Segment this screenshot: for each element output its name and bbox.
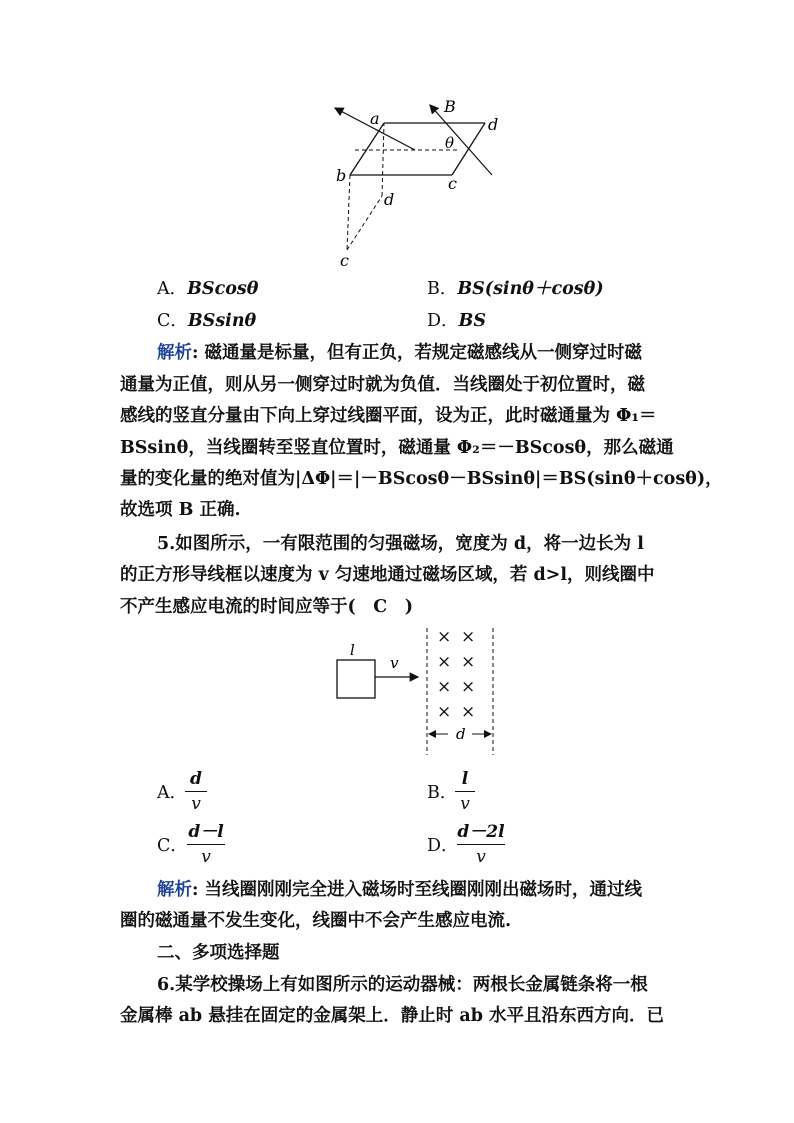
q4-analysis-line-4: BSsinθ，当线圈转至竖直位置时，磁通量 Φ₂＝－BScosθ，那么磁通 bbox=[120, 438, 674, 458]
q4-analysis-line-1: 解析: 磁通量是标量，但有正负，若规定磁感线从一侧穿过时磁 bbox=[157, 343, 643, 363]
label-c-top: c bbox=[448, 174, 457, 193]
q4-analysis-line-6: 故选项 B 正确. bbox=[120, 500, 241, 520]
field-cross: × bbox=[461, 627, 476, 647]
field-cross: × bbox=[437, 652, 452, 672]
q4-option-a: A．BScosθ bbox=[157, 279, 259, 299]
q5-option-a-fraction: $\frac{d}{v}$ bbox=[185, 767, 207, 816]
coil-figure bbox=[320, 95, 520, 270]
q4-option-d: D．BS bbox=[427, 311, 486, 331]
width-label: d bbox=[456, 725, 466, 743]
label-a-top: a bbox=[370, 109, 380, 128]
label-b: b bbox=[336, 166, 347, 185]
q5-analysis-line-2: 圈的磁通量不发生变化，线圈中不会产生感应电流. bbox=[120, 911, 512, 931]
label-d-low: d bbox=[384, 190, 395, 209]
loop-side-label: l bbox=[350, 641, 355, 659]
field-cross: × bbox=[437, 627, 452, 647]
q6-line-2: 金属棒 ab 悬挂在固定的金属架上．静止时 ab 水平且沿东西方向．已 bbox=[120, 1006, 665, 1026]
q4-option-c: C．BSsinθ bbox=[157, 311, 257, 331]
coil-vertical bbox=[347, 123, 384, 250]
analysis-tag: 解析 bbox=[157, 343, 192, 363]
q5-option-d-label: D． bbox=[427, 836, 459, 856]
q5-option-c-label: C． bbox=[157, 836, 188, 856]
q5-line-2: 的正方形导线框以速度为 v 匀速地通过磁场区域，若 d>l，则线圈中 bbox=[120, 565, 655, 585]
analysis-tag: 解析 bbox=[157, 880, 192, 900]
field-cross: × bbox=[461, 702, 476, 722]
q5-line-1: 5.如图所示，一有限范围的匀强磁场，宽度为 d，将一边长为 l bbox=[157, 534, 644, 554]
field-cross: × bbox=[461, 677, 476, 697]
field-region-figure bbox=[325, 622, 505, 762]
q5-option-c-fraction: $\frac{d-l}{v}$ bbox=[188, 822, 224, 867]
field-cross: × bbox=[437, 677, 452, 697]
velocity-label: v bbox=[390, 654, 399, 672]
q5-option-a-label: A． bbox=[157, 783, 188, 803]
q4-analysis-line-2: 通量为正值，则从另一侧穿过时就为负值．当线圈处于初位置时，磁 bbox=[120, 375, 645, 395]
label-c-low: c bbox=[340, 251, 349, 270]
section-title: 二、多项选择题 bbox=[157, 943, 280, 963]
q4-analysis-line-3: 感线的竖直分量由下向上穿过线圈平面，设为正，此时磁通量为 Φ₁＝ bbox=[120, 406, 657, 426]
q5-option-d-fraction: $\frac{d-2l}{v}$ bbox=[457, 822, 505, 867]
q5-line-3: 不产生感应电流的时间应等于( C ) bbox=[120, 597, 413, 617]
label-B: B bbox=[444, 97, 456, 116]
coil-horizontal bbox=[350, 123, 485, 175]
q5-option-b-fraction: $\frac{l}{v}$ bbox=[455, 767, 475, 816]
q4-option-b: B．BS(sinθ＋cosθ) bbox=[427, 279, 604, 299]
q5-option-b-label: B． bbox=[427, 783, 458, 803]
label-theta: θ bbox=[445, 134, 455, 152]
square-loop bbox=[337, 660, 375, 698]
q4-analysis-line-5: 量的变化量的绝对值为|ΔΦ|＝|－BScosθ－BSsinθ|＝BS(sinθ＋cosθ)， bbox=[120, 469, 723, 489]
q6-line-1: 6.某学校操场上有如图所示的运动器械：两根长金属链条将一根 bbox=[157, 975, 648, 995]
label-d-top: d bbox=[488, 115, 499, 134]
q5-analysis-line-1: 解析: 当线圈刚刚完全进入磁场时至线圈刚刚出磁场时，通过线 bbox=[157, 880, 643, 900]
field-cross: × bbox=[461, 652, 476, 672]
field-cross: × bbox=[437, 702, 452, 722]
field-line-right bbox=[430, 105, 492, 175]
